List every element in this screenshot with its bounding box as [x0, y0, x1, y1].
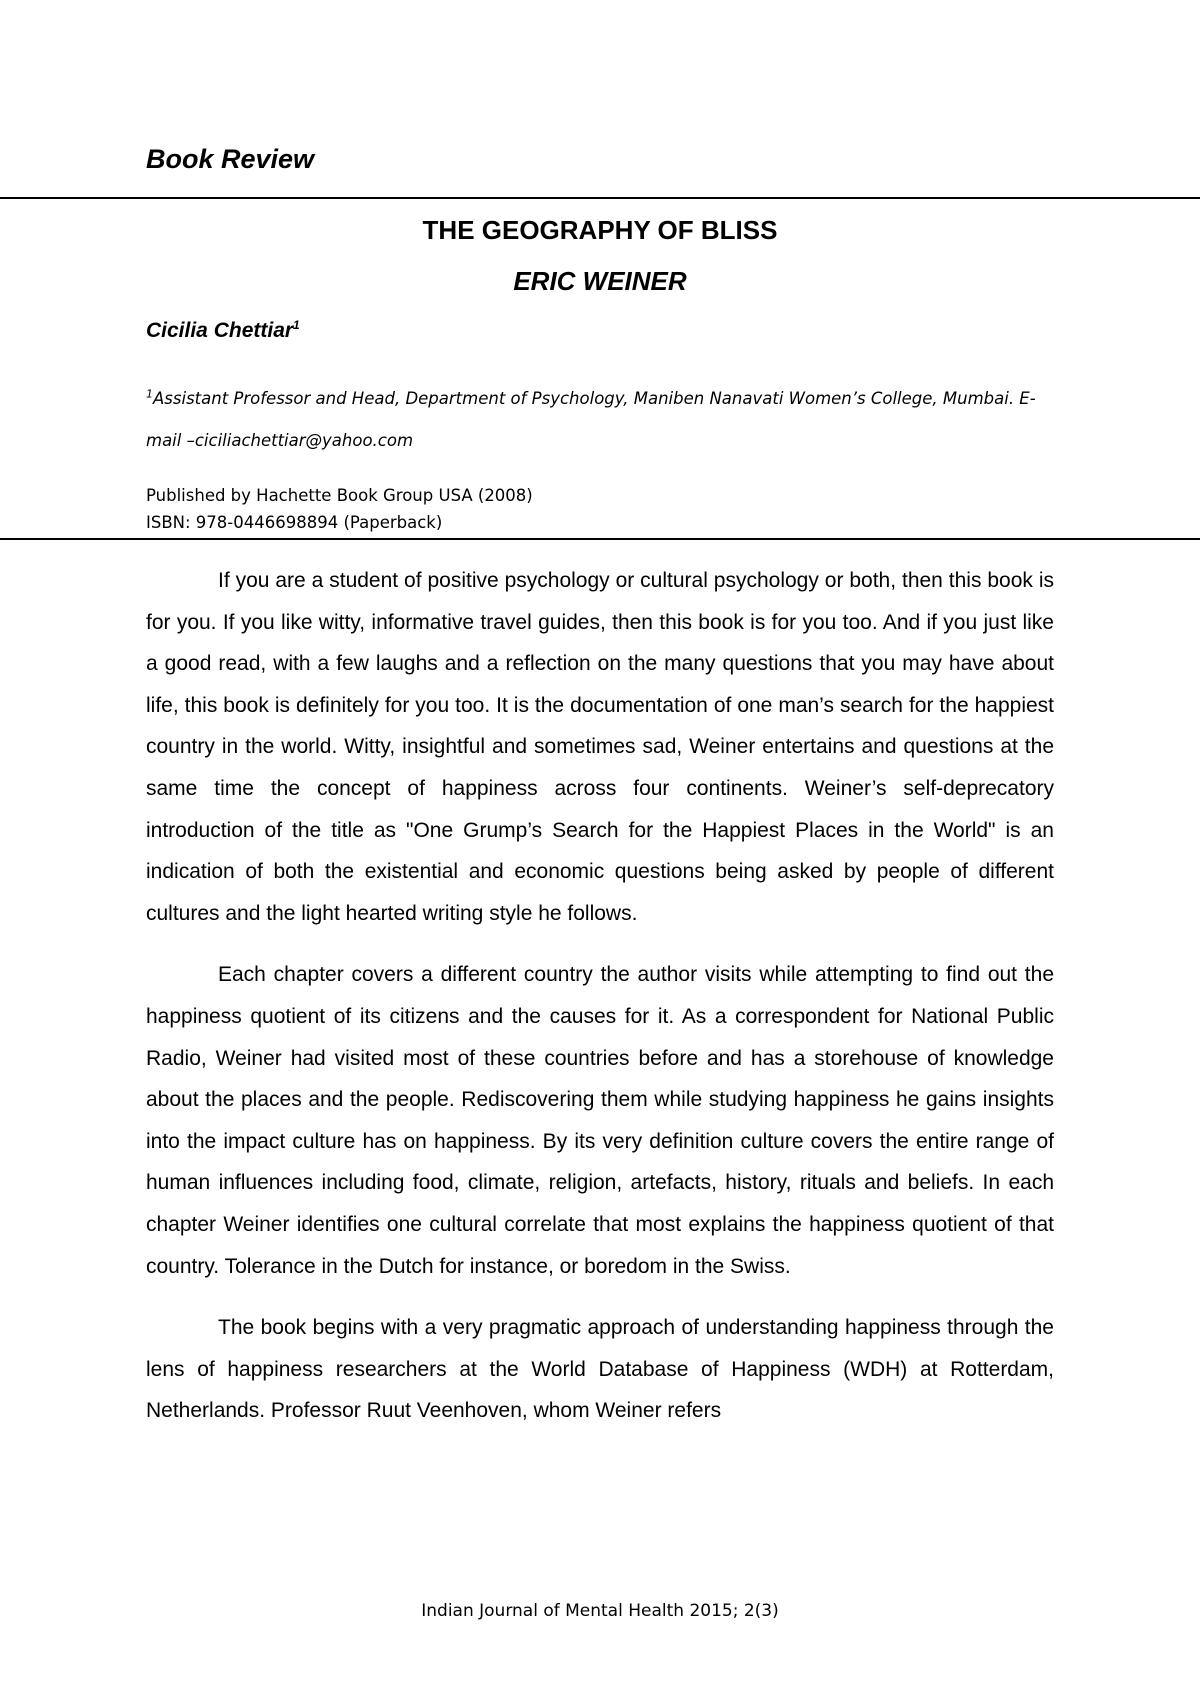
- affiliation-text: Assistant Professor and Head, Department of Psychology, Maniben Nanavati Women’s College, Mumbai. E-mail –ciciliachettiar@yahoo.com: [146, 389, 1036, 450]
- header-bottom-rule: [0, 538, 1200, 540]
- section-label: Book Review: [146, 144, 315, 174]
- publication-info: [146, 482, 533, 536]
- reviewer-footnote-marker: 1: [293, 318, 300, 332]
- body-paragraph: If you are a student of positive psychology or cultural psychology or both, then this book is for you. If you like witty, informative travel guides, then this book is for you too. And if you just like a good read, with a few laughs and a reflection on the many questions that you may have about life, this book is definitely for you too. It is the documentation of one man’s search for the happiest country in the world. Witty, insightful and sometimes sad, Weiner entertains and questions at the same time the concept of happiness across four continents. Weiner’s self-deprecatory introduction of the title as "One Grump’s Search for the Happiest Places in the World" is an indication of both the existential and economic questions being asked by people of different cultures and the light hearted writing style he follows.: [146, 569, 1054, 925]
- review-body: [146, 560, 1054, 1452]
- reviewer-affiliation: [146, 378, 1046, 462]
- journal-footer: Indian Journal of Mental Health 2015; 2(3): [421, 1601, 779, 1621]
- reviewer-name-line: [146, 318, 300, 343]
- header-top-rule: [0, 197, 1200, 199]
- reviewer-name: Cicilia Chettiar: [146, 319, 294, 342]
- book-title: THE GEOGRAPHY OF BLISS: [422, 215, 778, 245]
- body-paragraph: The book begins with a very pragmatic approach of understanding happiness through the lens of happiness researchers at the World Database of Happiness (WDH) at Rotterdam, Netherlands. Professor Ruut Veenhoven, whom Weiner refers: [146, 1316, 1054, 1423]
- book-author: ERIC WEINER: [513, 266, 687, 296]
- isbn-line: ISBN: 978-0446698894 (Paperback): [146, 513, 443, 532]
- affiliation-footnote-marker: 1: [146, 387, 153, 401]
- body-paragraph: Each chapter covers a different country the author visits while attempting to find out the happiness quotient of its citizens and the causes for it. As a correspondent for National Public Radio, Weiner had visited most of these countries before and has a storehouse of knowledge about the places and the people. Rediscovering them while studying happiness he gains insights into the impact culture has on happiness. By its very definition culture covers the entire range of human influences including food, climate, religion, artefacts, history, rituals and beliefs. In each chapter Weiner identifies one cultural correlate that most explains the happiness quotient of that country. Tolerance in the Dutch for instance, or boredom in the Swiss.: [146, 963, 1054, 1278]
- publisher-line: Published by Hachette Book Group USA (2008): [146, 486, 533, 505]
